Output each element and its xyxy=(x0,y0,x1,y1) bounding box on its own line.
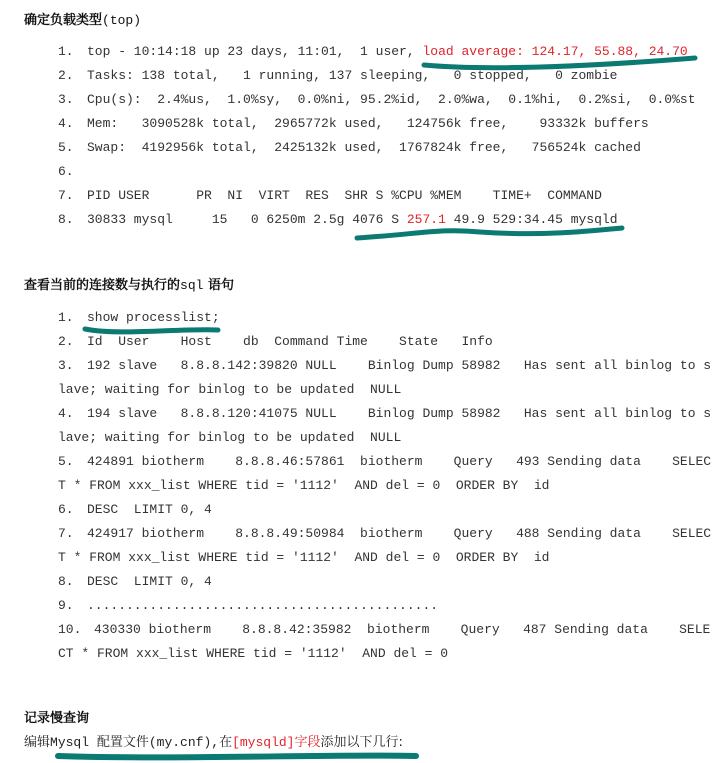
title-text: 查看当前的连接数与执行的 xyxy=(24,278,181,293)
code-line xyxy=(58,450,711,474)
section-title-processlist xyxy=(24,274,234,293)
line-text: DESC LIMIT 0, 4 xyxy=(87,574,212,589)
code-line xyxy=(58,426,401,450)
line-number: 2. xyxy=(58,68,74,83)
text: (my.cnf), xyxy=(148,735,220,750)
line-number: 6. xyxy=(58,502,74,517)
underline-instruction xyxy=(58,756,416,758)
line-number: 4. xyxy=(58,406,74,421)
code-line xyxy=(58,112,649,136)
line-number: 8. xyxy=(58,212,74,227)
code-line xyxy=(58,546,549,570)
line-number: 6. xyxy=(58,164,74,179)
text: 配置文件 xyxy=(96,735,149,750)
line-number: 3. xyxy=(58,358,74,373)
section-title-load-type xyxy=(24,9,141,28)
line-text: 424917 biotherm 8.8.8.49:50984 biotherm Query 488 Sending data SELEC xyxy=(87,526,712,541)
code-line xyxy=(58,618,710,642)
code-line xyxy=(58,208,618,232)
line-number: 1. xyxy=(58,44,74,59)
code-line xyxy=(58,498,212,522)
line-number: 8. xyxy=(58,574,74,589)
code-line xyxy=(58,378,401,402)
code-line xyxy=(58,642,448,666)
title-code: sql xyxy=(180,278,204,293)
line-number: 4. xyxy=(58,116,74,131)
text: Mysql xyxy=(50,735,97,750)
line-text: Cpu(s): 2.4%us, 1.0%sy, 0.0%ni, 95.2%id, 2.0%wa, 0.1%hi, 0.2%si, 0.0%st xyxy=(87,92,696,107)
code-line xyxy=(58,184,602,208)
text: 在 xyxy=(219,735,233,750)
line-text: ............................................. xyxy=(87,598,439,613)
title-text-2: 语句 xyxy=(203,278,234,293)
line-text: Tasks: 138 total, 1 running, 137 sleeping, 0 stopped, 0 zombie xyxy=(87,68,618,83)
line-text: DESC LIMIT 0, 4 xyxy=(87,502,212,517)
line-text: CT * FROM xxx_list WHERE tid = '1112' AND del = 0 xyxy=(58,646,449,661)
line-text: T * FROM xxx_list WHERE tid = '1112' AND del = 0 ORDER BY id xyxy=(58,550,550,565)
slow-query-instruction xyxy=(24,731,403,750)
section-title-slow-query: 记录慢查询 xyxy=(24,711,90,726)
code-line xyxy=(58,88,696,112)
title-text: 确定负载类型 xyxy=(24,13,103,28)
line-number: 5. xyxy=(58,454,74,469)
line-text: lave; waiting for binlog to be updated NULL xyxy=(58,382,402,397)
line-number: 10. xyxy=(58,622,82,637)
line-number: 1. xyxy=(58,310,74,325)
line-text: 430330 biotherm 8.8.8.42:35982 biotherm Query 487 Sending data SELE xyxy=(94,622,711,637)
code-line xyxy=(58,570,212,594)
line-text: 192 slave 8.8.8.142:39820 NULL Binlog Dump 58982 Has sent all binlog to s xyxy=(87,358,712,373)
line-text: 49.9 529:34.45 mysqld xyxy=(445,212,618,227)
code-line xyxy=(58,64,618,88)
code-line xyxy=(58,474,549,498)
line-text: T * FROM xxx_list WHERE tid = '1112' AND del = 0 ORDER BY id xyxy=(58,478,550,493)
highlight-field: 字段 xyxy=(294,735,321,750)
code-line xyxy=(58,40,688,64)
line-text: 30833 mysql 15 0 6250m 2.5g 4076 S xyxy=(87,212,407,227)
text: 编辑 xyxy=(24,735,51,750)
highlighted-value: load average: 124.17, 55.88, 24.70 xyxy=(422,44,688,59)
line-text: Id User Host db Command Time State Info xyxy=(87,334,493,349)
line-number: 7. xyxy=(58,188,74,203)
code-line xyxy=(58,594,438,618)
line-number: 3. xyxy=(58,92,74,107)
line-text: Swap: 4192956k total, 2425132k used, 1767824k free, 756524k cached xyxy=(87,140,641,155)
line-number: 7. xyxy=(58,526,74,541)
text: 添加以下几行: xyxy=(320,735,403,750)
line-text: show processlist; xyxy=(87,310,220,325)
code-line xyxy=(58,354,711,378)
line-text: PID USER PR NI VIRT RES SHR S %CPU %MEM TIME+ COMMAND xyxy=(87,188,602,203)
code-line xyxy=(58,330,493,354)
title-code: (top) xyxy=(102,13,142,28)
line-text: top - 10:14:18 up 23 days, 11:01, 1 user, xyxy=(87,44,423,59)
code-line xyxy=(58,136,641,160)
highlighted-value: 257.1 xyxy=(406,212,446,227)
line-text: 194 slave 8.8.8.120:41075 NULL Binlog Dump 58982 Has sent all binlog to s xyxy=(87,406,712,421)
highlight-mysqld: [mysqld] xyxy=(232,735,295,750)
line-number: 5. xyxy=(58,140,74,155)
line-number: 2. xyxy=(58,334,74,349)
line-text: 424891 biotherm 8.8.8.46:57861 biotherm Query 493 Sending data SELEC xyxy=(87,454,712,469)
code-line xyxy=(58,160,87,184)
line-number: 9. xyxy=(58,598,74,613)
code-line xyxy=(58,522,711,546)
code-line xyxy=(58,306,220,330)
code-line xyxy=(58,402,711,426)
line-text: Mem: 3090528k total, 2965772k used, 124756k free, 93332k buffers xyxy=(87,116,649,131)
line-text: lave; waiting for binlog to be updated NULL xyxy=(58,430,402,445)
